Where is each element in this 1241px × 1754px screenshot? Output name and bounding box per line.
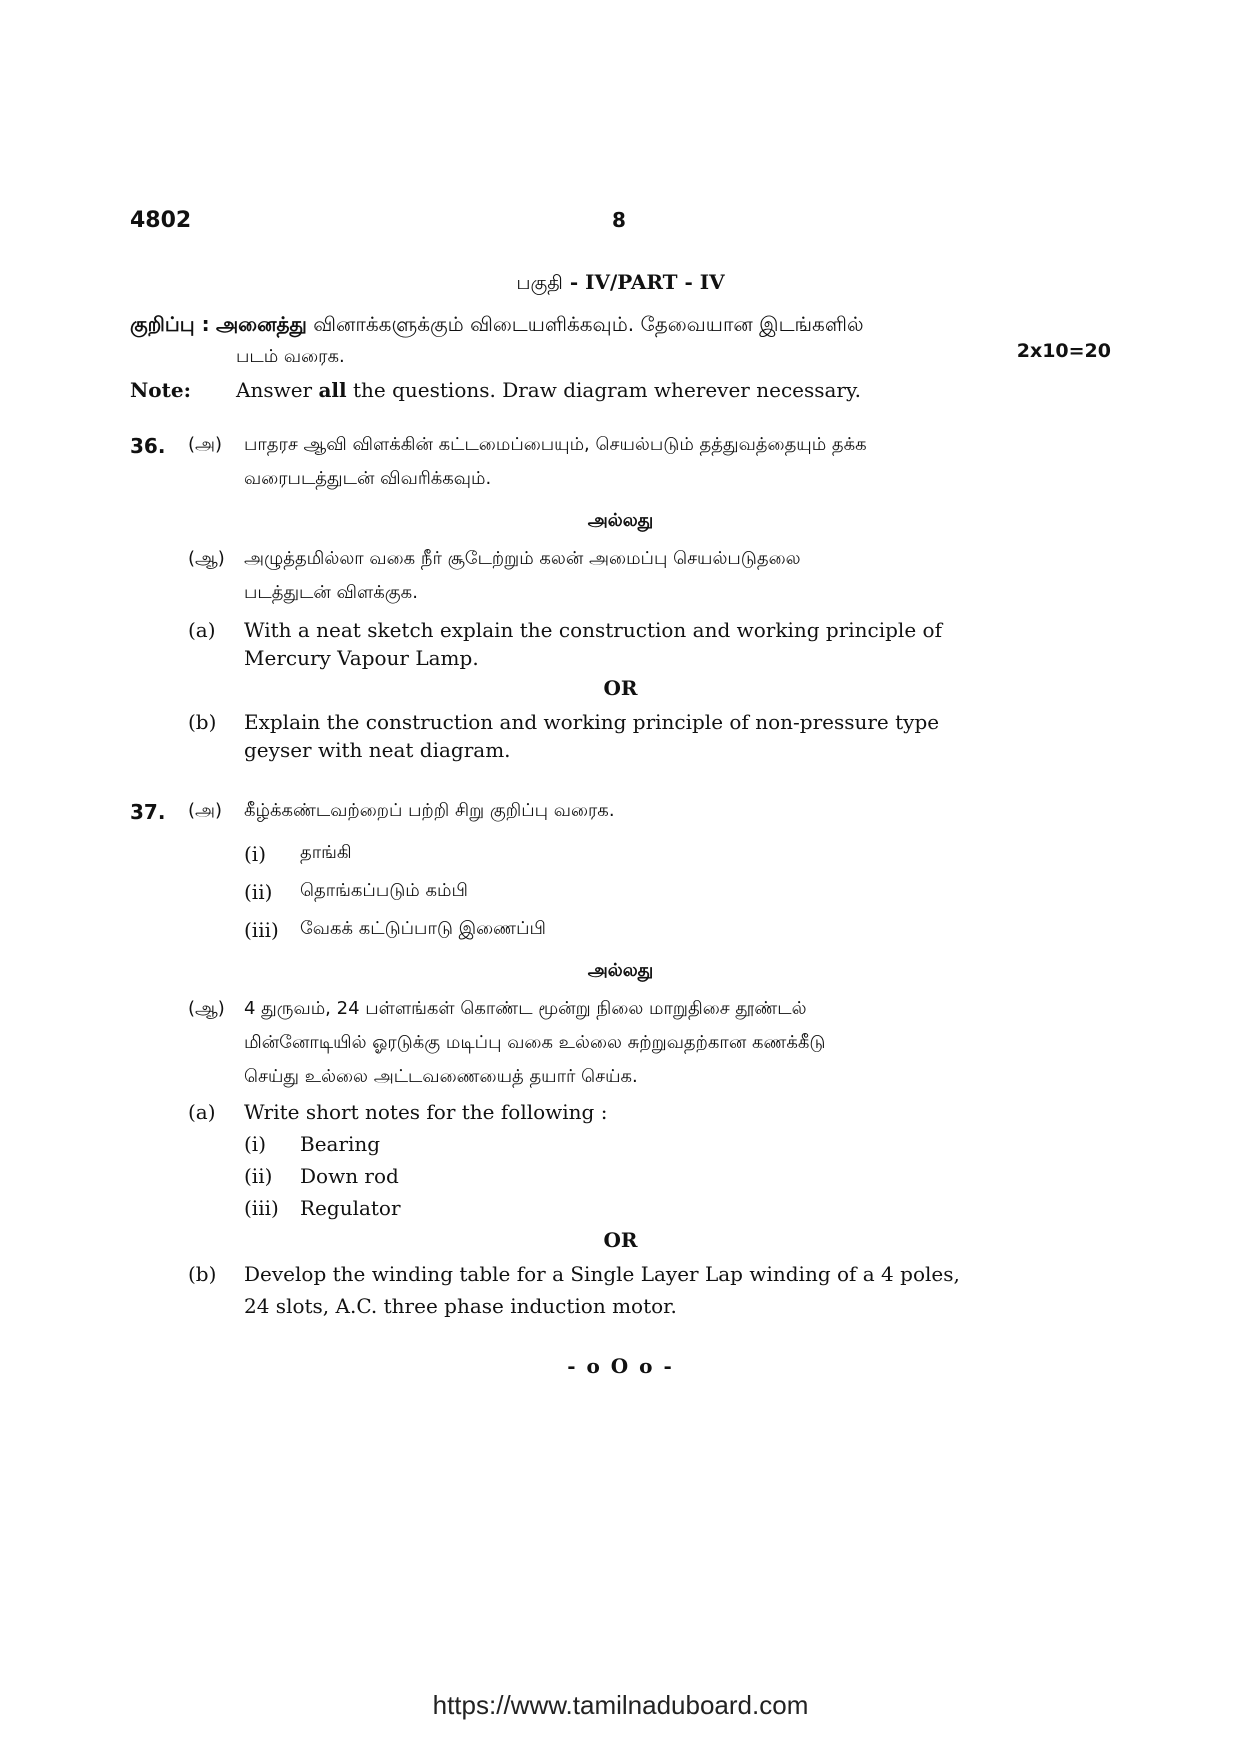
note-tamil-line1	[130, 312, 864, 339]
note-english-post: the questions. Draw diagram wherever necessary.	[352, 378, 861, 402]
question-36-number: 36.	[130, 434, 166, 458]
part-heading-tamil: பகுதி	[516, 272, 563, 294]
part-heading	[0, 270, 1241, 297]
q37-b-tamil-marker: (ஆ)	[188, 998, 225, 1019]
q37-b-english-line1: Develop the winding table for a Single Layer Lap winding of a 4 poles,	[244, 1262, 960, 1286]
q37-a-english-item-1-text: Bearing	[300, 1132, 381, 1156]
q36-b-english-line1: Explain the construction and working principle of non-pressure type	[244, 710, 940, 734]
note-tamil-bold: அனைத்து	[215, 312, 307, 336]
q37-a-english-item-3-number: (iii)	[244, 1196, 279, 1220]
q37-a-tamil-marker: (அ)	[188, 800, 223, 821]
q36-b-tamil-line1: அழுத்தமில்லா வகை நீர் சூடேற்றும் கலன் அமைப்பு செயல்படுதலை	[244, 548, 801, 569]
note-english	[130, 378, 861, 402]
q36-a-english-line2: Mercury Vapour Lamp.	[244, 646, 479, 670]
q37-or-tamil: அல்லது	[587, 960, 654, 981]
q36-a-tamil-marker: (அ)	[188, 434, 223, 455]
q36-a-tamil-line1: பாதரச ஆவி விளக்கின் கட்டமைப்பையும், செயல்படும் தத்துவத்தையும் தக்க	[244, 434, 867, 455]
q36-b-english-marker: (b)	[188, 710, 217, 734]
part-heading-rest: - IV/PART - IV	[562, 270, 725, 294]
q37-a-tamil-item-1-text: தாங்கி	[300, 842, 352, 863]
q37-b-tamil-line1: 4 துருவம், 24 பள்ளங்கள் கொண்ட மூன்று நிலை மாறுதிசை தூண்டல்	[244, 998, 807, 1019]
end-of-paper-mark: - o O o -	[567, 1354, 674, 1378]
q37-a-tamil-item-2-text: தொங்கப்படும் கம்பி	[300, 880, 468, 901]
q37-a-english-line1: Write short notes for the following :	[244, 1100, 608, 1124]
q36-or-tamil: அல்லது	[587, 510, 654, 531]
note-english-bold: all	[318, 378, 347, 402]
paper-code: 4802	[130, 208, 192, 233]
q37-a-tamil-item-3-number: (iii)	[244, 918, 279, 942]
marks-label: 2x10=20	[1016, 340, 1111, 362]
page-number: 8	[612, 208, 626, 232]
q36-a-english-marker: (a)	[188, 618, 216, 642]
q37-b-tamil-line3: செய்து உல்லை அட்டவணையைத் தயார் செய்க.	[244, 1066, 638, 1087]
q36-b-english-line2: geyser with neat diagram.	[244, 738, 511, 762]
footer-url[interactable]: https://www.tamilnaduboard.com	[432, 1690, 809, 1720]
q37-a-tamil-item-3-text: வேகக் கட்டுப்பாடு இணைப்பி	[300, 918, 546, 939]
q37-a-tamil-line1: கீழ்க்கண்டவற்றைப் பற்றி சிறு குறிப்பு வரைக.	[244, 800, 615, 821]
note-english-label: Note:	[130, 378, 191, 402]
note-tamil-line2: படம் வரைக.	[236, 346, 345, 367]
question-37-number: 37.	[130, 800, 166, 824]
note-tamil-text1: வினாக்களுக்கும் விடையளிக்கவும். தேவையான இடங்களில்	[313, 312, 864, 336]
q36-a-tamil-line2: வரைபடத்துடன் விவரிக்கவும்.	[244, 468, 492, 489]
q36-b-tamil-marker: (ஆ)	[188, 548, 225, 569]
q37-b-english-marker: (b)	[188, 1262, 217, 1286]
q37-a-english-marker: (a)	[188, 1100, 216, 1124]
q37-or-english: OR	[603, 1228, 638, 1252]
note-tamil-label: குறிப்பு :	[130, 312, 210, 336]
q37-b-tamil-line2: மின்னோடியில் ஓரடுக்கு மடிப்பு வகை உல்லை சுற்றுவதற்கான கணக்கீடு	[244, 1032, 826, 1053]
q37-b-english-line2: 24 slots, A.C. three phase induction motor.	[244, 1294, 677, 1318]
q36-b-tamil-line2: படத்துடன் விளக்குக.	[244, 582, 418, 603]
q37-a-english-item-2-text: Down rod	[300, 1164, 399, 1188]
q37-a-tamil-item-1-number: (i)	[244, 842, 267, 866]
q37-a-tamil-item-2-number: (ii)	[244, 880, 273, 904]
q37-a-english-item-1-number: (i)	[244, 1132, 267, 1156]
q36-a-english-line1: With a neat sketch explain the construction and working principle of	[244, 618, 942, 642]
q37-a-english-item-3-text: Regulator	[300, 1196, 401, 1220]
note-english-pre: Answer	[236, 378, 313, 402]
q36-or-english: OR	[603, 676, 638, 700]
q37-a-english-item-2-number: (ii)	[244, 1164, 273, 1188]
